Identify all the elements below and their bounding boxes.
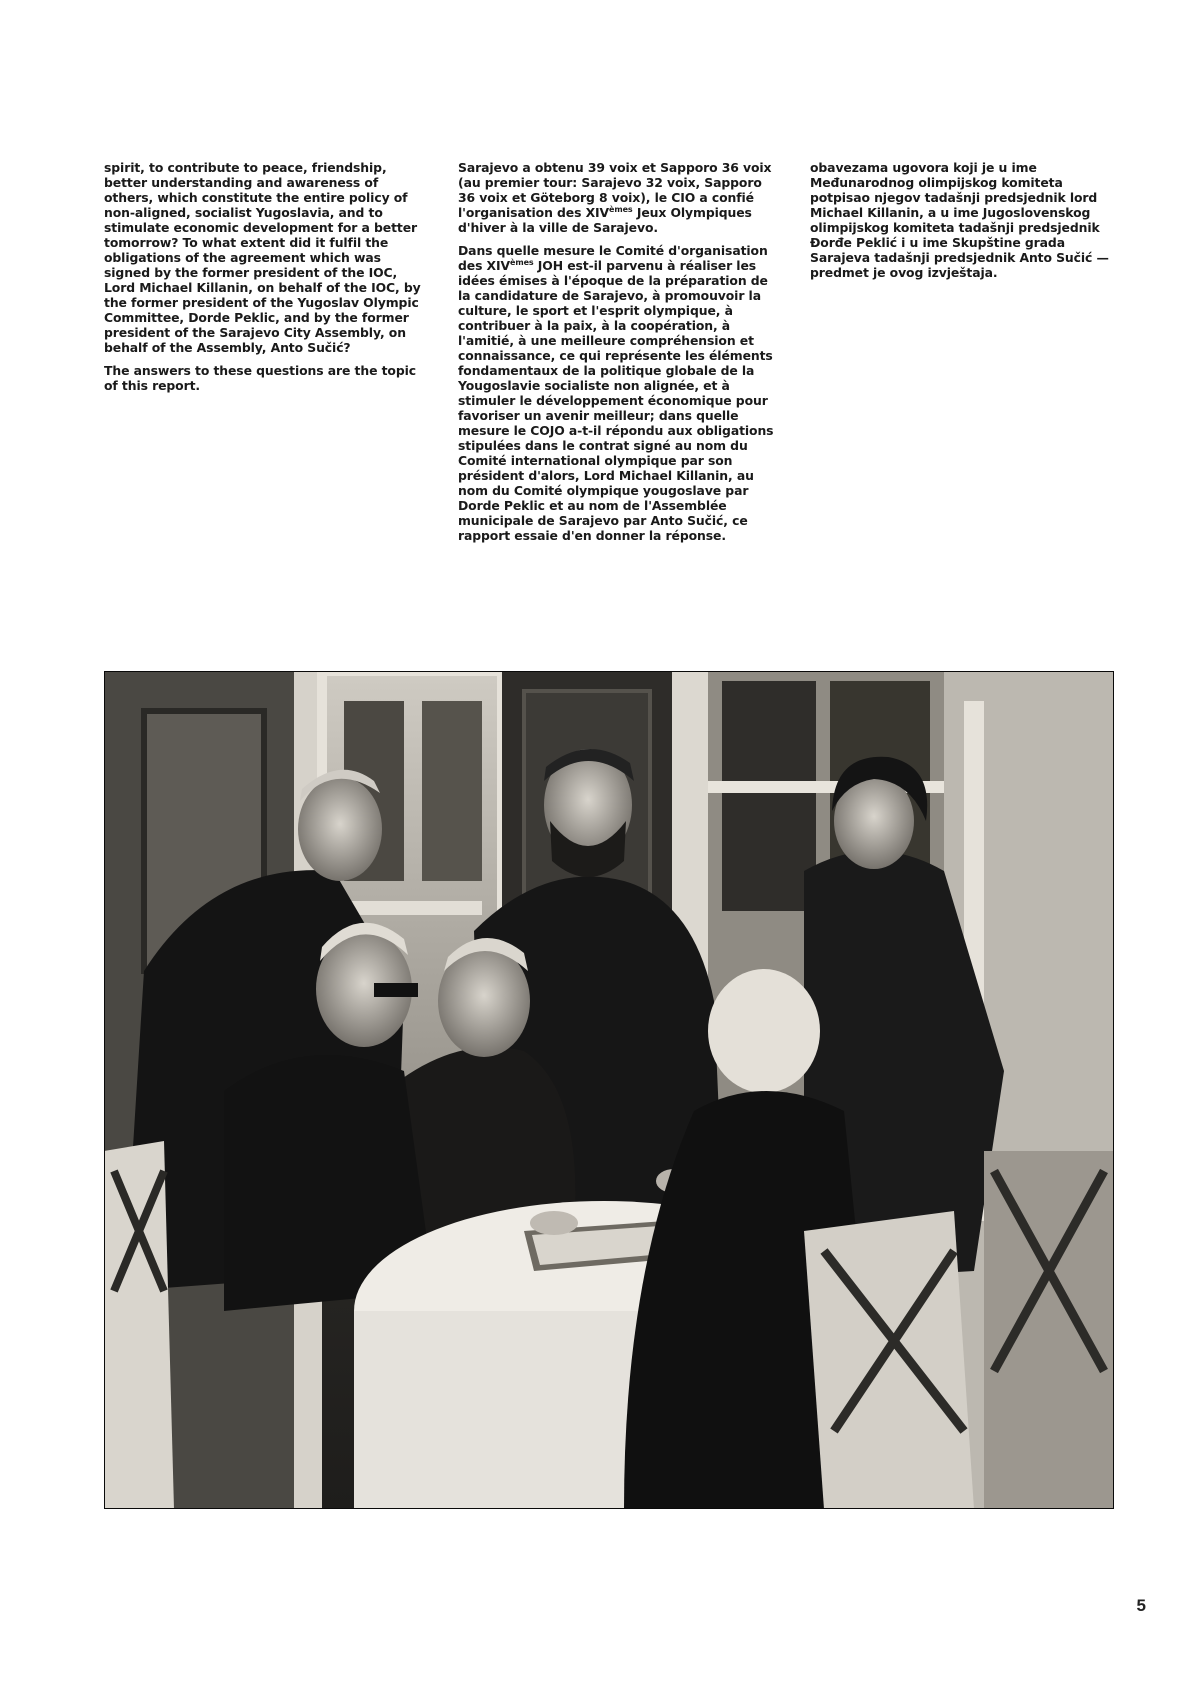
serbocroatian-paragraph-1: obavezama ugovora koji je u ime Međunarodnog olimpijskog komiteta potpisao njegov tadašnji predsjednik lord Michael Killanin, a u ime Jugoslovenskog olimpijskog komiteta tadašnji predsjednik Đorđe Peklić i u ime Skupštine grada Sarajeva tadašnji predsjednik Anto Sučić — predmet je ovog izvještaja. xyxy=(810,160,1109,280)
french-p2-text-a: Dans quelle mesure le Comité d'organisation des XIV xyxy=(458,243,768,273)
signing-ceremony-photo xyxy=(104,671,1114,1509)
french-p2-text-b: JOH est-il parvenu à réaliser les idées émises à l'époque de la préparation de la candidature de Sarajevo, à promouvoir la culture, le sport et l'esprit olympique, à contribuer à la paix, à la coopération, à l'amitié, à une meilleure compréhension et connaissance, ce qui représente les éléments fondamentaux de la politique globale de la Yougoslavie socialiste non alignée, et à stimuler le développement économique pour favoriser un avenir meilleur; dans quelle mesure le COJO a-t-il répondu aux obligations stipulées dans le contrat signé au nom du Comité international olympique par son président d'alors, Lord Michael Killanin, au nom du Comité olympique yougoslave par Dorde Peklic et au nom de l'Assemblée municipale de Sarajevo par Anto Sučić, ce rapport essaie d'en donner la réponse. xyxy=(458,258,774,543)
english-paragraph-1: spirit, to contribute to peace, friendship, better understanding and awareness of others, which constitute the entire policy of non-aligned, socialist Yugoslavia, and to stimulate economic development for a better tomorrow? To what extent did it fulfil the obligations of the agreement which was signed by the former president of the IOC, Lord Michael Killanin, on behalf of the IOC, by the former president of the Yugoslav Olympic Committee, Dorde Peklic, and by the former president of the Sarajevo City Assembly, on behalf of the Assembly, Anto Sučić? xyxy=(104,160,421,355)
french-paragraph-2 xyxy=(458,243,780,543)
french-p2-superscript: èmes xyxy=(510,257,534,267)
text-column-english xyxy=(104,160,422,401)
french-p1-superscript: èmes xyxy=(609,204,633,214)
french-p1-text-a: Sarajevo a obtenu 39 voix et Sapporo 36 voix (au premier tour: Sarajevo 32 voix, Sapporo 36 voix et Göteborg 8 voix), le CIO a confié l'organisation des XIV xyxy=(458,160,772,220)
french-p1-text-b: Jeux Olympiques d'hiver à la ville de Sarajevo. xyxy=(458,205,752,235)
french-paragraph-1 xyxy=(458,160,780,235)
text-column-serbocroatian xyxy=(810,160,1120,288)
text-column-french xyxy=(458,160,780,551)
english-paragraph-2: The answers to these questions are the topic of this report. xyxy=(104,363,416,393)
page-number: 5 xyxy=(1136,1596,1146,1615)
